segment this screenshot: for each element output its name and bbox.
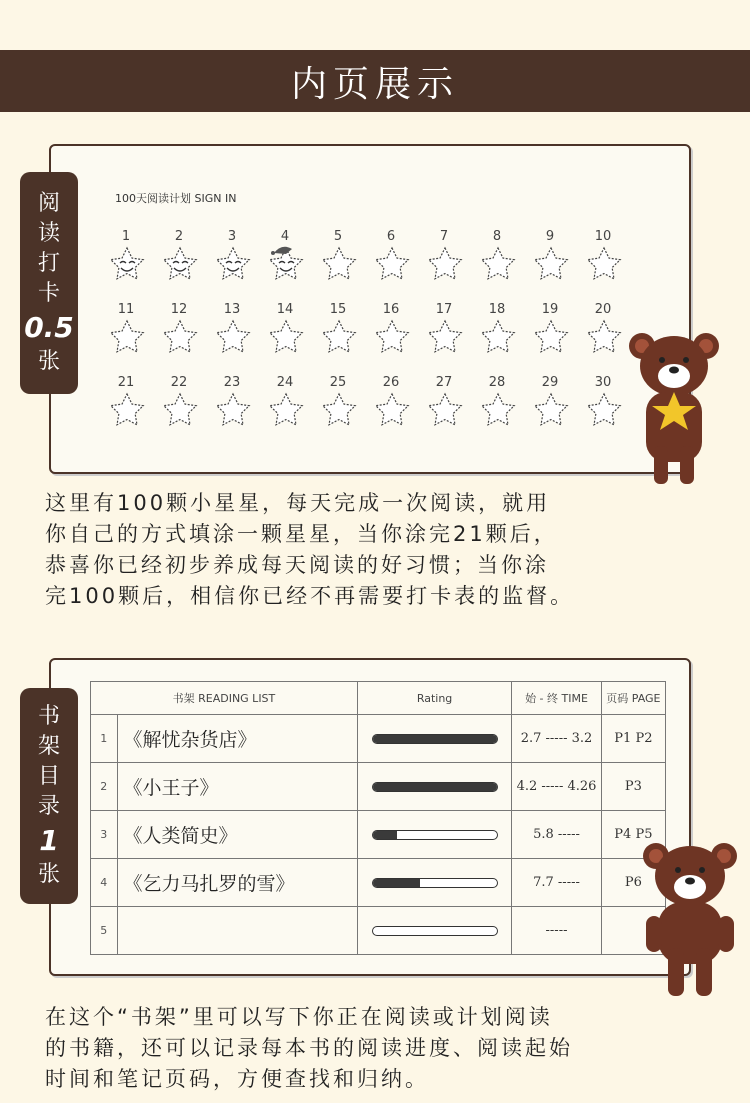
star-cell-19	[531, 302, 581, 364]
header-shelf: 书架 READING LIST	[91, 682, 358, 715]
desc-line-1: 这里有100颗小星星，每天完成一次阅读，就用	[45, 491, 551, 515]
star-number: 2	[174, 229, 184, 244]
progress-fill	[373, 783, 497, 791]
desc-line-2: 你自己的方式填涂一颗星星，当你涂完21颗后，	[45, 522, 558, 546]
star-icon	[160, 245, 200, 285]
star-number: 9	[545, 229, 555, 244]
book-title: 《乞力马扎罗的雪》	[117, 859, 357, 907]
tab-char-4: 卡	[37, 281, 60, 306]
teddy-bear-illustration	[626, 326, 722, 486]
progress-bar	[372, 782, 498, 792]
star-cell-7	[425, 229, 475, 291]
tab-char-3: 打	[37, 251, 60, 276]
star-number: 22	[170, 375, 188, 390]
star-cell-21	[107, 375, 157, 437]
note-page: P4 P5	[601, 811, 665, 859]
star-icon	[266, 318, 306, 358]
banner-title: 内页展示	[290, 63, 459, 105]
progress-fill	[373, 735, 497, 743]
table-row	[91, 811, 666, 859]
progress-fill	[373, 831, 398, 839]
star-cell-23	[213, 375, 263, 437]
star-cell-18	[478, 302, 528, 364]
star-cell-2	[160, 229, 210, 291]
note-page: P1 P2	[601, 715, 665, 763]
note-page: P6	[601, 859, 665, 907]
star-cell-29	[531, 375, 581, 437]
star-cell-12	[160, 302, 210, 364]
star-icon	[266, 245, 306, 285]
header-time: 始 - 终 TIME	[512, 682, 602, 715]
star-number: 17	[435, 302, 453, 317]
table-row	[91, 859, 666, 907]
sign-in-description	[45, 488, 715, 612]
star-icon	[160, 391, 200, 431]
star-icon	[478, 318, 518, 358]
star-cell-1	[107, 229, 157, 291]
reading-list-tab	[20, 688, 78, 904]
star-cell-8	[478, 229, 528, 291]
desc-line-2: 的书籍，还可以记录每本书的阅读进度、阅读起始	[45, 1036, 573, 1060]
rating-cell	[357, 907, 511, 955]
star-number: 4	[280, 229, 290, 244]
star-number: 27	[435, 375, 453, 390]
star-number: 30	[594, 375, 612, 390]
tab-char-1: 阅	[37, 191, 60, 216]
star-number: 6	[386, 229, 396, 244]
desc-line-3: 恭喜你已经初步养成每天阅读的好习惯；当你涂	[45, 553, 549, 577]
tab-unit: 张	[37, 862, 60, 887]
book-title: 《解忧杂货店》	[117, 715, 357, 763]
star-number: 3	[227, 229, 237, 244]
row-index: 2	[91, 763, 118, 811]
star-cell-3	[213, 229, 263, 291]
star-icon	[107, 245, 147, 285]
star-cell-14	[266, 302, 316, 364]
table-header	[91, 682, 666, 715]
star-number: 24	[276, 375, 294, 390]
star-cell-11	[107, 302, 157, 364]
star-number: 28	[488, 375, 506, 390]
star-number: 5	[333, 229, 343, 244]
star-icon	[478, 391, 518, 431]
progress-fill	[373, 879, 420, 887]
read-time: 2.7 ----- 3.2	[512, 715, 602, 763]
star-number: 21	[117, 375, 135, 390]
row-index: 4	[91, 859, 118, 907]
star-cell-17	[425, 302, 475, 364]
star-number: 12	[170, 302, 188, 317]
table-row	[91, 907, 666, 955]
star-number: 29	[541, 375, 559, 390]
desc-line-3: 时间和笔记页码，方便查找和归纳。	[45, 1067, 429, 1091]
star-icon	[319, 318, 359, 358]
book-title: 《人类简史》	[117, 811, 357, 859]
star-number: 15	[329, 302, 347, 317]
star-number: 10	[594, 229, 612, 244]
progress-bar	[372, 926, 498, 936]
tab-unit: 张	[37, 349, 60, 374]
star-cell-5	[319, 229, 369, 291]
sign-in-tab	[20, 172, 78, 394]
read-time: 5.8 -----	[512, 811, 602, 859]
star-cell-4	[266, 229, 316, 291]
star-number: 7	[439, 229, 449, 244]
table-row	[91, 715, 666, 763]
read-time: 4.2 ----- 4.26	[512, 763, 602, 811]
star-number: 14	[276, 302, 294, 317]
star-icon	[531, 318, 571, 358]
star-icon	[107, 318, 147, 358]
star-number: 11	[117, 302, 135, 317]
star-cell-28	[478, 375, 528, 437]
star-cell-16	[372, 302, 422, 364]
star-icon	[107, 391, 147, 431]
read-time: 7.7 -----	[512, 859, 602, 907]
book-title	[117, 907, 357, 955]
star-icon	[425, 391, 465, 431]
header-rating: Rating	[357, 682, 511, 715]
star-icon	[319, 391, 359, 431]
star-icon	[584, 391, 624, 431]
table-row	[91, 763, 666, 811]
star-icon	[584, 318, 624, 358]
row-index: 1	[91, 715, 118, 763]
star-icon	[425, 318, 465, 358]
tab-count: 0.5	[24, 311, 74, 344]
desc-line-4: 完100颗后，相信你已经不再需要打卡表的监督。	[45, 584, 575, 608]
rating-cell	[357, 715, 511, 763]
star-number: 8	[492, 229, 502, 244]
star-cell-26	[372, 375, 422, 437]
star-icon	[531, 391, 571, 431]
tab-char-1: 书	[37, 704, 60, 729]
teddy-bear-illustration	[640, 838, 740, 998]
star-number: 1	[121, 229, 131, 244]
star-cell-13	[213, 302, 263, 364]
tab-char-3: 目	[37, 764, 60, 789]
star-icon	[372, 245, 412, 285]
progress-bar	[372, 830, 498, 840]
desc-line-1: 在这个“书架”里可以写下你正在阅读或计划阅读	[45, 1005, 553, 1029]
row-index: 5	[91, 907, 118, 955]
star-number: 16	[382, 302, 400, 317]
star-icon	[531, 245, 571, 285]
tab-char-2: 架	[37, 734, 60, 759]
star-number: 20	[594, 302, 612, 317]
star-icon	[584, 245, 624, 285]
rating-cell	[357, 763, 511, 811]
header-page: 页码 PAGE	[601, 682, 665, 715]
star-cell-27	[425, 375, 475, 437]
row-index: 3	[91, 811, 118, 859]
star-icon	[213, 245, 253, 285]
star-icon	[213, 318, 253, 358]
tab-char-4: 录	[37, 794, 60, 819]
book-title: 《小王子》	[117, 763, 357, 811]
star-cell-22	[160, 375, 210, 437]
star-cell-24	[266, 375, 316, 437]
star-cell-10	[584, 229, 634, 291]
progress-bar	[372, 878, 498, 888]
star-icon	[266, 391, 306, 431]
star-icon	[319, 245, 359, 285]
progress-bar	[372, 734, 498, 744]
note-page: P3	[601, 763, 665, 811]
star-cell-15	[319, 302, 369, 364]
star-number: 18	[488, 302, 506, 317]
star-icon	[160, 318, 200, 358]
star-number: 19	[541, 302, 559, 317]
reading-list-table	[90, 681, 666, 955]
rating-cell	[357, 811, 511, 859]
tab-char-2: 读	[37, 221, 60, 246]
read-time: -----	[512, 907, 602, 955]
star-number: 26	[382, 375, 400, 390]
star-icon	[372, 318, 412, 358]
star-icon	[372, 391, 412, 431]
reading-list-description	[45, 1002, 715, 1095]
section-banner	[0, 50, 750, 112]
star-icon	[425, 245, 465, 285]
star-cell-25	[319, 375, 369, 437]
sign-in-title: 100天阅读计划 SIGN IN	[115, 192, 237, 205]
rating-cell	[357, 859, 511, 907]
star-cell-9	[531, 229, 581, 291]
star-number: 25	[329, 375, 347, 390]
star-icon	[213, 391, 253, 431]
star-number: 13	[223, 302, 241, 317]
tab-count: 1	[39, 824, 59, 857]
star-number: 23	[223, 375, 241, 390]
star-cell-6	[372, 229, 422, 291]
star-icon	[478, 245, 518, 285]
